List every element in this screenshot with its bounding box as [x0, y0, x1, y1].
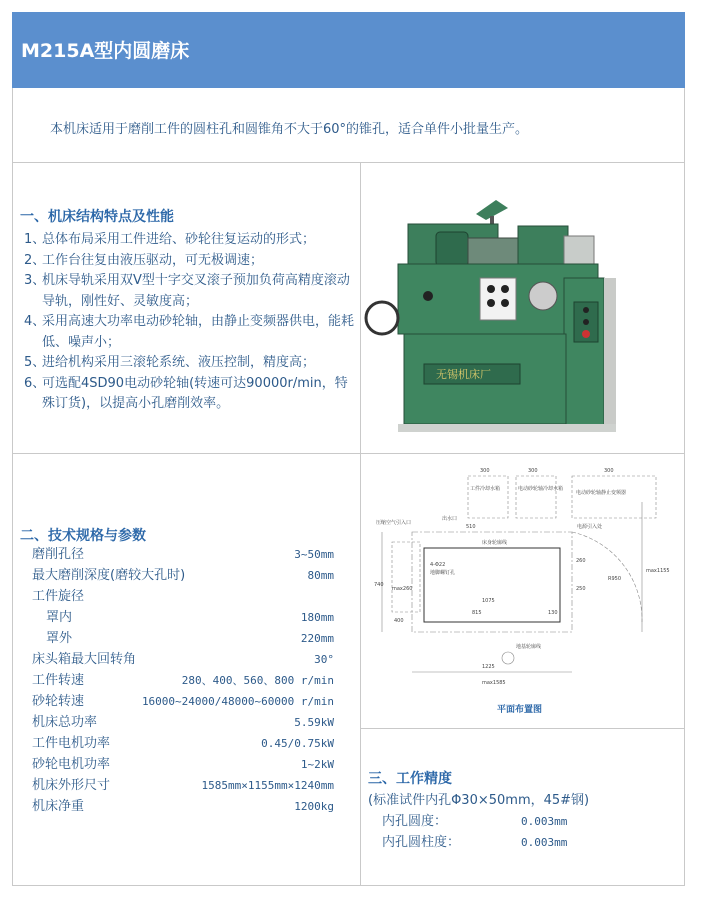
spec-label: 罩外	[46, 631, 73, 646]
precision-rows	[368, 811, 678, 853]
spec-value: 220mm	[300, 632, 334, 645]
plan-dim: max1155	[646, 568, 670, 574]
feature-item	[24, 271, 359, 312]
machine-photo	[368, 186, 682, 438]
spec-value: 280、400、560、800 r/min	[181, 674, 334, 687]
plan-label-power-in: 电源引入处	[577, 524, 603, 530]
precision-row	[368, 811, 678, 832]
feature-item	[24, 230, 359, 251]
specs-title: 二、技术规格与参数	[20, 528, 146, 544]
spec-label: 砂轮电机功率	[32, 757, 111, 772]
feature-item	[24, 374, 359, 415]
feature-number: 6、	[24, 375, 46, 391]
feature-text: 总体布局采用工件进给、砂轮往复运动的形式；	[42, 232, 316, 247]
precision-row	[368, 832, 678, 853]
spec-label: 床头箱最大回转角	[32, 652, 137, 667]
plan-dim: 260	[576, 558, 586, 564]
spec-label: 砂轮转速	[32, 694, 85, 709]
precision-title: 三、工作精度	[368, 771, 452, 787]
intro-section	[12, 88, 685, 163]
feature-number: 2、	[24, 252, 46, 268]
spec-label: 机床净重	[32, 799, 85, 814]
features-list	[24, 230, 359, 415]
spec-row	[32, 712, 342, 733]
spec-label: 工件转速	[32, 673, 85, 688]
intro-text: 本机床适用于磨削工件的圆柱孔和圆锥角不大于60°的锥孔，适合单件小批量生产。	[50, 122, 529, 137]
precision-value: 0.003mm	[521, 815, 568, 828]
cell-divider	[360, 728, 685, 729]
feature-text: 进给机构采用三滚轮系统、液压控制，精度高；	[42, 355, 316, 370]
spec-value: 0.45/0.75kW	[261, 737, 334, 750]
plan-label-cabinet: 工件冷却水箱	[470, 486, 501, 492]
feature-text: 机床导轨采用双V型十字交叉滚子预加负荷高精度滚动导轨，刚性好、灵敏度高；	[42, 273, 350, 309]
plan-label-air-in: 压缩空气引入口	[376, 520, 412, 526]
spec-label: 罩内	[46, 610, 73, 625]
spec-label: 最大磨削深度(磨较大孔时)	[32, 568, 186, 583]
precision-label: 内孔圆柱度：	[382, 835, 461, 850]
feature-number: 5、	[24, 355, 46, 370]
spec-value: 30°	[314, 653, 334, 666]
feature-number: 4、	[24, 314, 46, 329]
spec-row	[32, 775, 342, 796]
plan-label-base-line: 地基轮廓线	[516, 644, 542, 650]
plan-label-bed-line: 床身轮廓线	[482, 540, 508, 546]
specs-table	[32, 544, 342, 817]
spec-label: 机床总功率	[32, 715, 98, 730]
spec-row	[32, 649, 342, 670]
feature-item	[24, 251, 359, 272]
spec-row	[32, 670, 342, 691]
floor-plan-drawing	[372, 462, 670, 694]
column-divider	[360, 163, 361, 886]
plan-dim: 1225	[482, 664, 495, 670]
spec-value: 5.59kW	[294, 716, 334, 729]
plan-dim: 400	[394, 618, 404, 624]
plan-dim: 130	[548, 610, 558, 616]
spec-value: 1~2kW	[300, 758, 334, 771]
plan-label-water-out: 出水口	[442, 516, 458, 522]
plan-dim: 300	[528, 468, 538, 474]
feature-number: 1、	[24, 232, 46, 247]
feature-text: 采用高速大功率电动砂轮轴，由静止变频器供电，能耗低、噪声小；	[42, 314, 355, 350]
plan-dim: 300	[604, 468, 614, 474]
spec-label: 磨削孔径	[32, 547, 85, 562]
floor-plan-caption: 平面布置图	[497, 705, 543, 715]
plan-label-inverter: 电动砂轮轴静止变频器	[576, 490, 627, 496]
spec-row	[32, 754, 342, 775]
spec-value: 1200kg	[294, 800, 334, 813]
spec-value: 16000~24000/48000~60000 r/min	[141, 695, 334, 708]
spec-value: 1585mm×1155mm×1240mm	[201, 779, 334, 792]
precision-note: (标准试件内孔Φ30×50mm，45#钢)	[368, 793, 590, 808]
plan-dim: max1585	[482, 680, 506, 686]
plan-dim: max260	[392, 586, 413, 592]
spec-row	[32, 544, 342, 565]
machine-illustration	[366, 200, 616, 432]
page-title: M215A型内圆磨床	[21, 40, 190, 62]
precision-label: 内孔圆度：	[382, 814, 448, 829]
nameplate: 无锡机床厂	[436, 368, 491, 381]
precision-value: 0.003mm	[521, 836, 568, 849]
features-title: 一、机床结构特点及性能	[20, 209, 174, 225]
spec-row	[32, 607, 342, 628]
row-divider	[12, 453, 685, 454]
spec-value: 180mm	[300, 611, 334, 624]
feature-item	[24, 312, 359, 353]
spec-row	[32, 586, 342, 607]
spec-value: 3~50mm	[294, 548, 334, 561]
feature-number: 3、	[24, 273, 46, 288]
spec-label: 工件旋径	[32, 589, 85, 604]
plan-dim: 815	[472, 610, 482, 616]
plan-label-foundation: 地脚螺钉孔	[430, 570, 456, 576]
plan-dim: 250	[576, 586, 586, 592]
spec-label: 机床外形尺寸	[32, 778, 111, 793]
plan-label-wheel-cooler: 电动砂轮轴冷却水箱	[518, 486, 564, 492]
plan-dim: 510	[466, 524, 476, 530]
precision-block	[368, 790, 678, 853]
plan-label-radius: R950	[608, 576, 622, 582]
spec-row	[32, 565, 342, 586]
spec-row	[32, 733, 342, 754]
plan-dim: 1075	[482, 598, 495, 604]
spec-value: 80mm	[307, 569, 334, 582]
spec-row	[32, 691, 342, 712]
plan-dim: 740	[374, 582, 384, 588]
spec-label: 工件电机功率	[32, 736, 111, 751]
spec-row	[32, 796, 342, 817]
feature-text: 工作台往复由液压驱动，可无极调速；	[42, 252, 264, 268]
plan-label-bolts: 4-Φ22	[430, 562, 446, 568]
plan-dim: 300	[480, 468, 490, 474]
header-bar	[12, 12, 685, 88]
feature-text: 可选配4SD90电动砂轮轴(转速可达90000r/min，特殊订货)，以提高小孔磨削效率。	[42, 375, 348, 411]
spec-row	[32, 628, 342, 649]
feature-item	[24, 353, 359, 374]
